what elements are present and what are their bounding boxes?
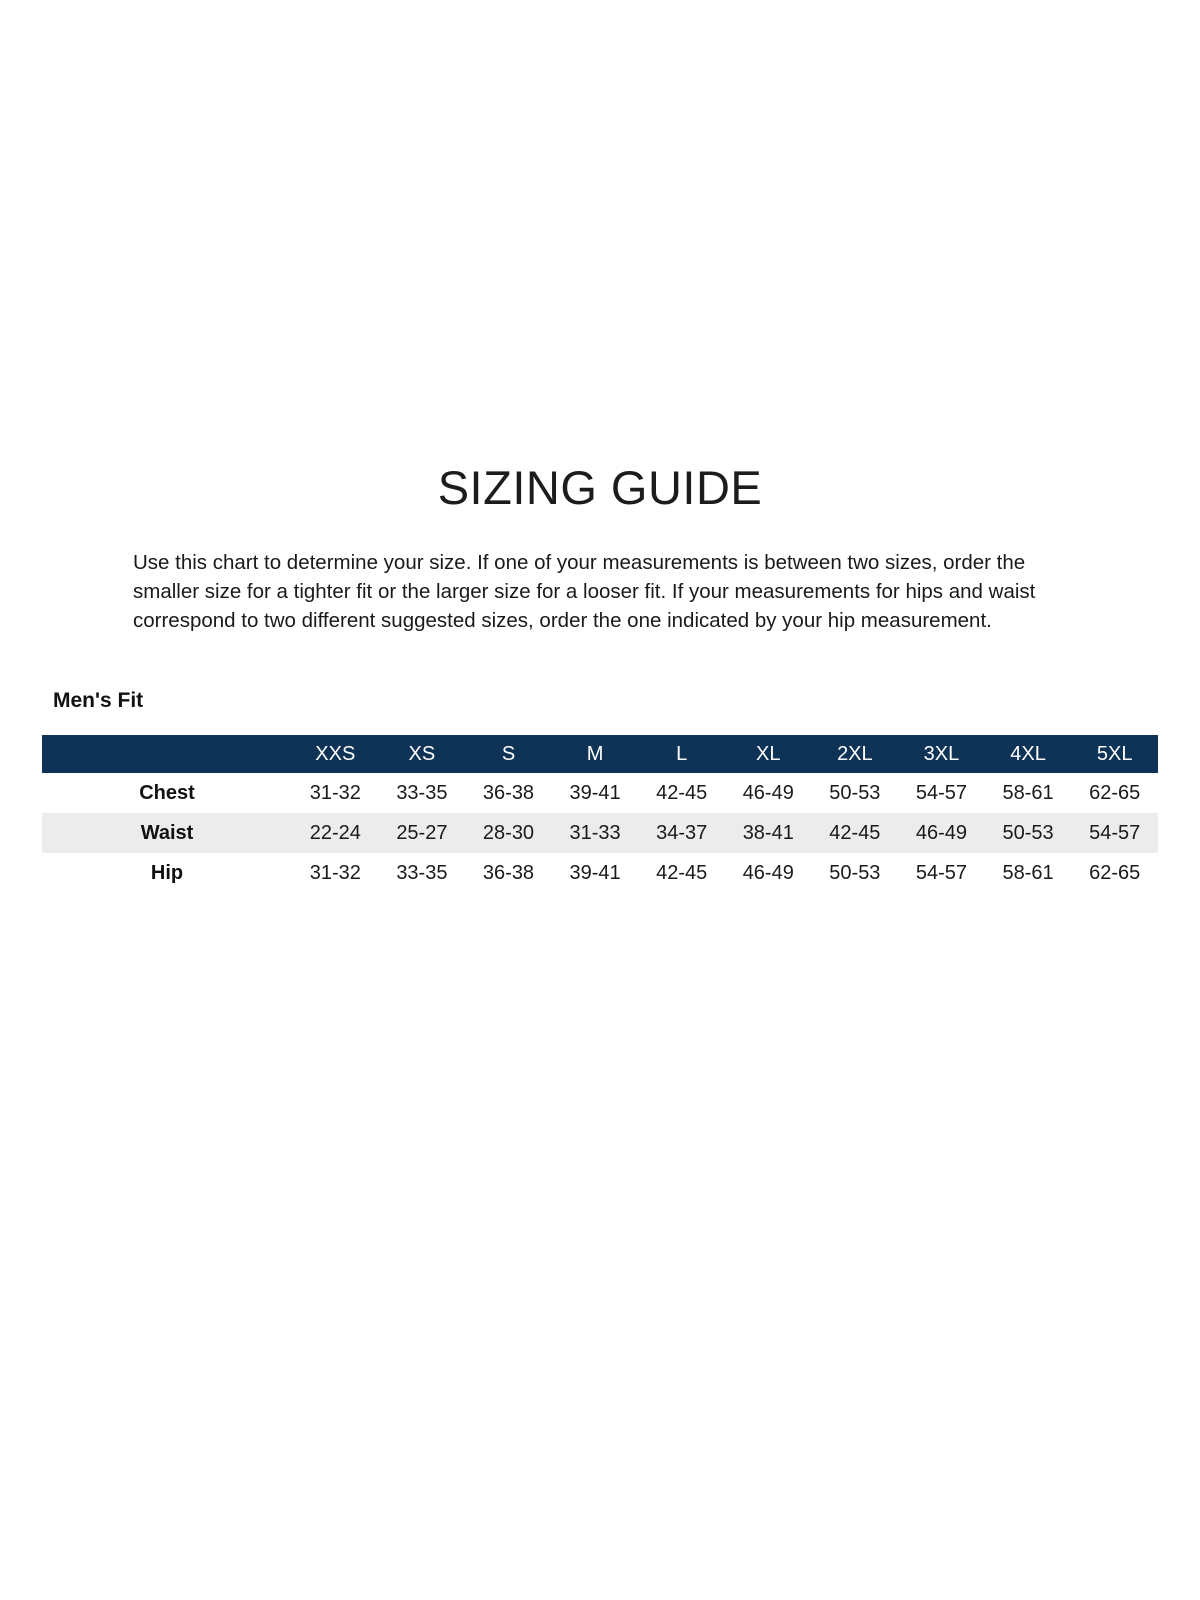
table-row [42,813,1158,853]
size-column-header: 2XL [837,742,873,765]
size-cell: 39-41 [569,861,621,884]
size-table-body [42,773,1158,893]
size-column-header: XXS [315,742,356,765]
size-cell: 42-45 [656,861,708,884]
size-cell: 31-32 [309,781,361,804]
section-label-mens-fit: Men's Fit [53,689,144,712]
size-cell: 54-57 [1089,821,1141,844]
size-cell: 28-30 [482,821,535,844]
size-column-header: 3XL [923,742,960,765]
table-row [42,853,1158,893]
size-cell: 54-57 [915,781,968,804]
size-table-header [42,735,1158,773]
size-cell: 33-35 [396,781,448,804]
size-column-header: L [676,742,688,765]
size-column-header: 4XL [1010,742,1046,765]
size-column-header: XL [756,742,781,765]
size-column-header: XS [408,742,436,765]
size-column-header: 5XL [1096,742,1133,765]
size-cell: 50-53 [829,781,881,804]
header-corner-cell [42,735,292,773]
size-cell: 42-45 [656,781,708,804]
size-cell: 42-45 [829,821,881,844]
size-cell: 54-57 [915,861,968,884]
size-cell: 62-65 [1089,781,1141,804]
size-cell: 31-32 [309,861,361,884]
size-cell: 25-27 [396,821,448,844]
size-cell: 34-37 [656,821,708,844]
size-cell: 46-49 [742,781,794,804]
size-cell: 36-38 [482,861,535,884]
size-column-header: S [501,742,516,765]
size-cell: 22-24 [309,821,361,844]
size-table [42,735,1158,893]
size-cell: 46-49 [915,821,968,844]
row-label: Hip [150,861,184,884]
size-cell: 36-38 [482,781,535,804]
size-cell: 38-41 [742,821,794,844]
row-label: Chest [139,781,195,804]
size-cell: 39-41 [569,781,621,804]
size-column-header: M [586,742,604,765]
size-cell: 58-61 [1002,861,1054,884]
size-cell: 31-33 [569,821,621,844]
row-label: Waist [140,821,194,844]
table-row [42,773,1158,813]
size-header-row [42,735,1158,773]
size-cell: 33-35 [396,861,448,884]
size-cell: 50-53 [1002,821,1054,844]
intro-paragraph: Use this chart to determine your size. If one of your measurements is between two sizes, order the smaller size for a tighter fit or the larger size for a looser fit. If your measurements for hips and waist correspond to two different suggested sizes, order the one indicated by your hip measurement. [133,551,1036,632]
size-cell: 58-61 [1002,781,1054,804]
size-cell: 50-53 [829,861,881,884]
size-cell: 46-49 [742,861,794,884]
page-title: SIZING GUIDE [437,461,763,514]
size-cell: 62-65 [1089,861,1141,884]
